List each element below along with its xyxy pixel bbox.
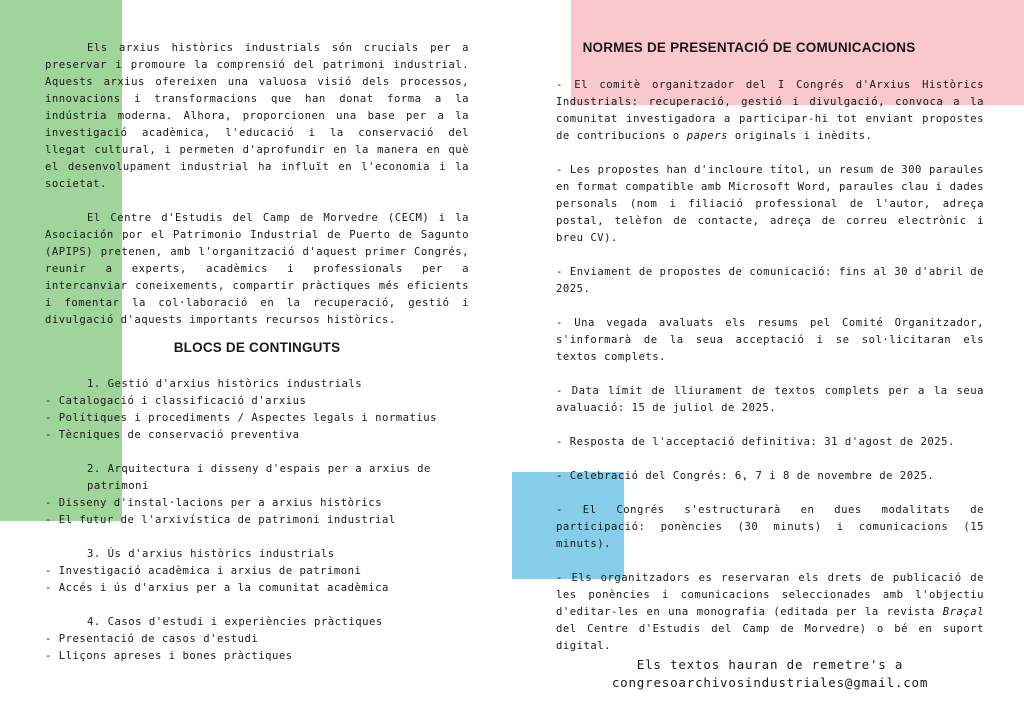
rule-6: - Resposta de l'acceptació definitiva: 31 d'agost de 2025. xyxy=(556,436,955,448)
bloc-line: - Presentació de casos d'estudi xyxy=(45,633,259,645)
bloc-line: - Lliçons apreses i bones pràctiques xyxy=(45,650,293,662)
bloc-title: 2. Arquitectura i disseny d'espais per a arxius de patrimoni xyxy=(87,463,431,492)
rule-text: - Els organitzadors es reservaran els drets de publicació de les ponències i comunicacions seleccionades amb l'objectiu d'editar-les en una monografia (editada per la revista xyxy=(556,572,984,618)
normes-heading: NORMES DE PRESENTACIÓ DE COMUNICACIONS xyxy=(582,40,916,55)
rule-text: - El comitè organitzador del I Congrés d'Arxius Històrics Industrials: recuperació, gestió i divulgació, convoca a la comunitat investigadora a participar-hi tot enviant propostes de contribucions o xyxy=(556,79,984,142)
footer-line: Els textos hauran de remetre's a xyxy=(636,657,904,672)
bloc-line: - Investigació acadèmica i arxius de patrimoni xyxy=(45,565,362,577)
rule-italic: Braçal xyxy=(942,606,984,618)
rule-7: - Celebració del Congrés: 6, 7 i 8 de novembre de 2025. xyxy=(556,470,935,482)
bloc-4 xyxy=(45,614,469,665)
intro-paragraph-1: Els arxius històrics industrials són crucials per a preservar i promoure la comprensió del patrimoni industrial. Aquests arxius ofereixen una valuosa visió dels processos, innovacions i transformacions que han donat forma a la indústria moderna. Alhora, proporcionen una base per a la investigació acadèmica, l'educació i la conservació del llegat cultural, i permeten d'aprofundir en la manera en què el desenvolupament industrial ha influït en l'economia i la societat. xyxy=(45,42,469,190)
bloc-line: - Polítiques i procediments / Aspectes legals i normatius xyxy=(45,412,438,424)
footer-email[interactable]: congresoarchivosindustriales@gmail.com xyxy=(611,675,929,690)
bloc-title: 4. Casos d'estudi i experiències pràctiques xyxy=(87,616,383,628)
rule-4: - Una vegada avaluats els resums pel Comité Organitzador, s'informarà de la seua acceptació i se sol·licitaran els textos complets. xyxy=(556,317,984,363)
bloc-line: - Accés i ús d'arxius per a la comunitat acadèmica xyxy=(45,582,389,594)
bloc-line: - Tècniques de conservació preventiva xyxy=(45,429,300,441)
bloc-line: - Disseny d'instal·lacions per a arxius històrics xyxy=(45,497,383,509)
rule-text: del Centre d'Estudis del Camp de Morvedre) o bé en suport digital. xyxy=(556,623,984,652)
left-column xyxy=(45,40,469,665)
rule-italic: papers xyxy=(686,130,728,142)
rule-text: originals i inèdits. xyxy=(727,130,873,142)
rule-8: - El Congrés s'estructurarà en dues modalitats de participació: ponències (30 minuts) i comunicacions (15 minuts). xyxy=(556,504,984,550)
bloc-2 xyxy=(45,461,469,529)
intro-paragraph-2: El Centre d'Estudis del Camp de Morvedre (CECM) i la Asociación por el Patrimonio Industrial de Puerto de Sagunto (APIPS) pretenen, amb l'organització d'aquest primer Congrés, reunir a experts, acadèmics i professionals per a intercanviar coneixements, compartir pràctiques més eficients i fomentar la col·laboració en la recuperació, gestió i divulgació d'aquests importants recursos històrics. xyxy=(45,212,469,326)
bloc-title: 3. Ús d'arxius històrics industrials xyxy=(87,548,335,560)
rule-3: - Enviament de propostes de comunicació: fins al 30 d'abril de 2025. xyxy=(556,266,984,295)
rule-1 xyxy=(556,77,984,145)
bloc-line: - El futur de l'arxivística de patrimoni industrial xyxy=(45,514,396,526)
bloc-line: - Catalogació i classificació d'arxius xyxy=(45,395,307,407)
rule-2: - Les propostes han d'incloure títol, un resum de 300 paraules en format compatible amb Microsoft Word, paraules clau i dades personals (nom i filiació professional de l'autor, adreça postal, telèfon de contacte, adreça de correu electrònic i breu CV). xyxy=(556,164,984,244)
right-column xyxy=(556,77,984,655)
bloc-3 xyxy=(45,546,469,597)
footer-contact xyxy=(556,656,984,692)
bloc-title: 1. Gestió d'arxius històrics industrials xyxy=(87,378,363,390)
bloc-1 xyxy=(45,376,469,444)
rule-9 xyxy=(556,570,984,655)
blocs-heading: BLOCS DE CONTINGUTS xyxy=(173,340,341,355)
rule-5: - Data límit de lliurament de textos complets per a la seua avaluació: 15 de juliol de 2025. xyxy=(556,385,984,414)
